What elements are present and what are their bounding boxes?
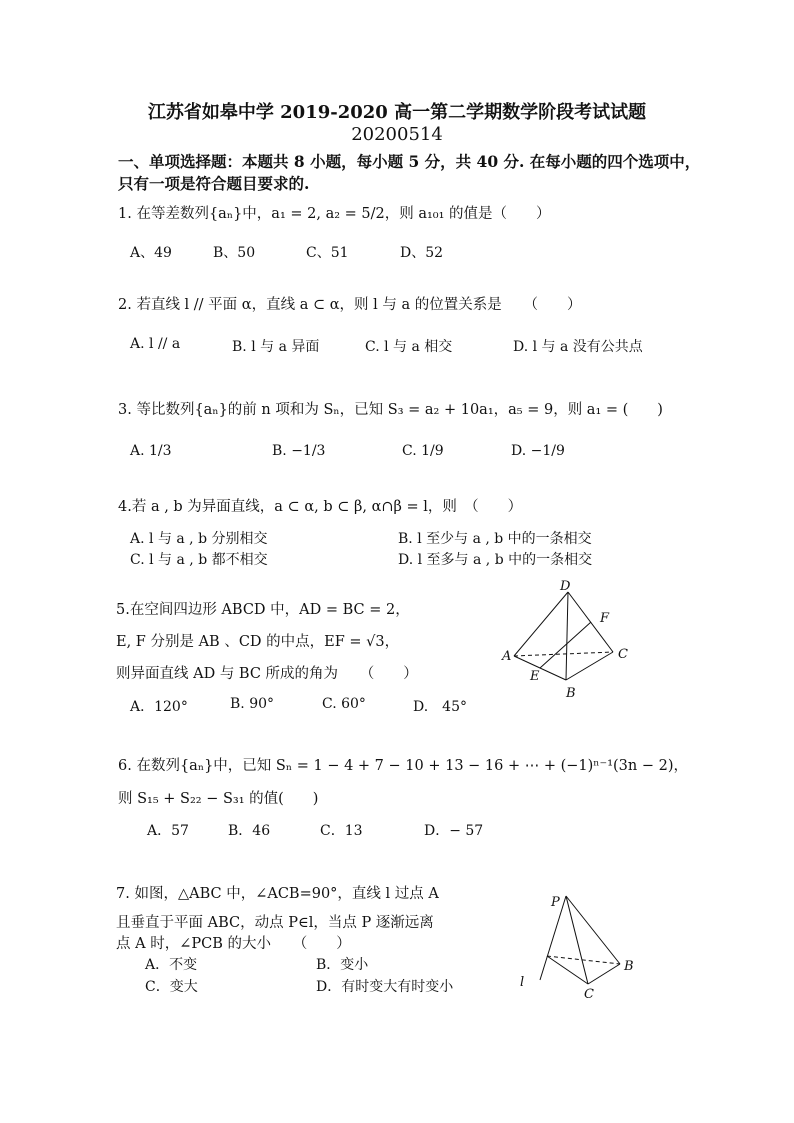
- question-7-stem-line2: 且垂直于平面 ABC，动点 P∈l，当点 P 逐渐远离: [116, 915, 434, 931]
- label-d: D: [560, 580, 571, 594]
- question-1-option-c: C、51: [306, 245, 349, 261]
- question-1-option-a: A、49: [130, 245, 172, 261]
- question-3-option-c: C. 1/9: [402, 443, 444, 459]
- question-5-option-b: B. 90°: [230, 696, 275, 712]
- question-4-option-c: C. l 与 a , b 都不相交: [130, 552, 268, 568]
- question-2-option-c: C. l 与 a 相交: [365, 339, 453, 355]
- question-2-option-b: B. l 与 a 异面: [232, 339, 320, 355]
- question-7-option-d: D．有时变大有时变小: [316, 979, 454, 995]
- edge-ac-hidden: [514, 652, 613, 656]
- question-5-option-d: D. 45°: [413, 699, 467, 715]
- question-7-figure: [516, 888, 644, 1006]
- section-heading-line2: 只有一项是符合题目要求的.: [118, 174, 310, 193]
- question-3-stem: 3. 等比数列{aₙ}的前 n 项和为 Sₙ，已知 S₃ = a₂ + 10a₁，a₅ = 9，则 a₁ = ( ): [118, 402, 663, 418]
- question-7-option-c: C．变大: [145, 979, 198, 995]
- question-4-option-a: A. l 与 a , b 分别相交: [130, 531, 268, 547]
- label-e: E: [530, 669, 540, 684]
- label-l: l: [520, 975, 525, 990]
- question-5-stem-line2: E, F 分别是 AB 、CD 的中点，EF = √3，: [116, 634, 400, 650]
- label-a: A: [502, 649, 512, 664]
- question-1-stem: 1. 在等差数列{aₙ}中，a₁ = 2, a₂ = 5/2，则 a₁₀₁ 的值是（ ）: [118, 206, 551, 222]
- question-2-stem: 2. 若直线 l // 平面 α，直线 a ⊂ α，则 l 与 a 的位置关系是 （ ）: [118, 297, 582, 313]
- label-c: C: [618, 647, 628, 662]
- exam-date: 20200514: [351, 124, 443, 145]
- edge-da: [514, 592, 568, 656]
- question-4-option-b: B. l 至少与 a , b 中的一条相交: [398, 531, 592, 547]
- question-7-option-b: B．变小: [316, 957, 369, 973]
- segment-ef: [540, 622, 591, 668]
- question-5-option-a: A．120°: [130, 699, 188, 715]
- question-7-option-a: A．不变: [145, 957, 198, 973]
- question-1-option-b: B、50: [213, 245, 256, 261]
- label-b: B: [566, 686, 576, 701]
- question-5-tetrahedron-figure: [496, 580, 644, 702]
- section-heading-line1: 一、单项选择题：本题共 8 小题，每小题 5 分，共 40 分. 在每小题的四个选项中，: [118, 152, 701, 171]
- edge-db: [566, 592, 568, 680]
- question-4-option-d: D. l 至多与 a , b 中的一条相交: [398, 552, 593, 568]
- question-5-stem-line3: 则异面直线 AD 与 BC 所成的角为 （ ）: [116, 666, 418, 682]
- label-c: C: [584, 987, 594, 1002]
- segment-cb: [588, 964, 620, 984]
- question-7-stem-line1: 7. 如图，△ABC 中，∠ACB=90°，直线 l 过点 A: [116, 886, 439, 902]
- question-3-option-a: A. 1/3: [130, 443, 172, 459]
- page-title: 江苏省如皋中学 2019-2020 高一第二学期数学阶段考试试题: [147, 102, 647, 123]
- question-6-stem-line2: 则 S₁₅ + S₂₂ − S₃₁ 的值( ): [118, 791, 319, 807]
- edge-bc: [566, 652, 613, 680]
- question-3-option-d: D. −1/9: [511, 443, 565, 459]
- question-6-option-b: B．46: [228, 823, 271, 839]
- question-6-option-a: A．57: [147, 823, 189, 839]
- segment-ab-hidden: [547, 956, 620, 964]
- label-p: P: [551, 895, 560, 910]
- question-3-option-b: B. −1/3: [272, 443, 326, 459]
- label-f: F: [600, 611, 610, 626]
- question-7-stem-line3: 点 A 时，∠PCB 的大小 （ ）: [116, 936, 351, 952]
- question-1-option-d: D、52: [400, 245, 444, 261]
- label-b: B: [624, 959, 634, 974]
- question-2-option-a: A. l // a: [130, 336, 181, 352]
- question-6-stem-line1: 6. 在数列{aₙ}中，已知 Sₙ = 1 − 4 + 7 − 10 + 13 − 16 + ⋯ + (−1)ⁿ⁻¹(3n − 2)，: [118, 758, 688, 774]
- question-6-option-d: D．− 57: [424, 823, 484, 839]
- question-5-stem-line1: 5.在空间四边形 ABCD 中，AD = BC = 2，: [116, 602, 410, 618]
- question-5-option-c: C. 60°: [322, 696, 366, 712]
- question-2-option-d: D. l 与 a 没有公共点: [513, 339, 643, 355]
- question-6-option-c: C．13: [320, 823, 363, 839]
- question-4-stem: 4.若 a , b 为异面直线，a ⊂ α, b ⊂ β, α∩β = l，则 （ ）: [118, 499, 523, 515]
